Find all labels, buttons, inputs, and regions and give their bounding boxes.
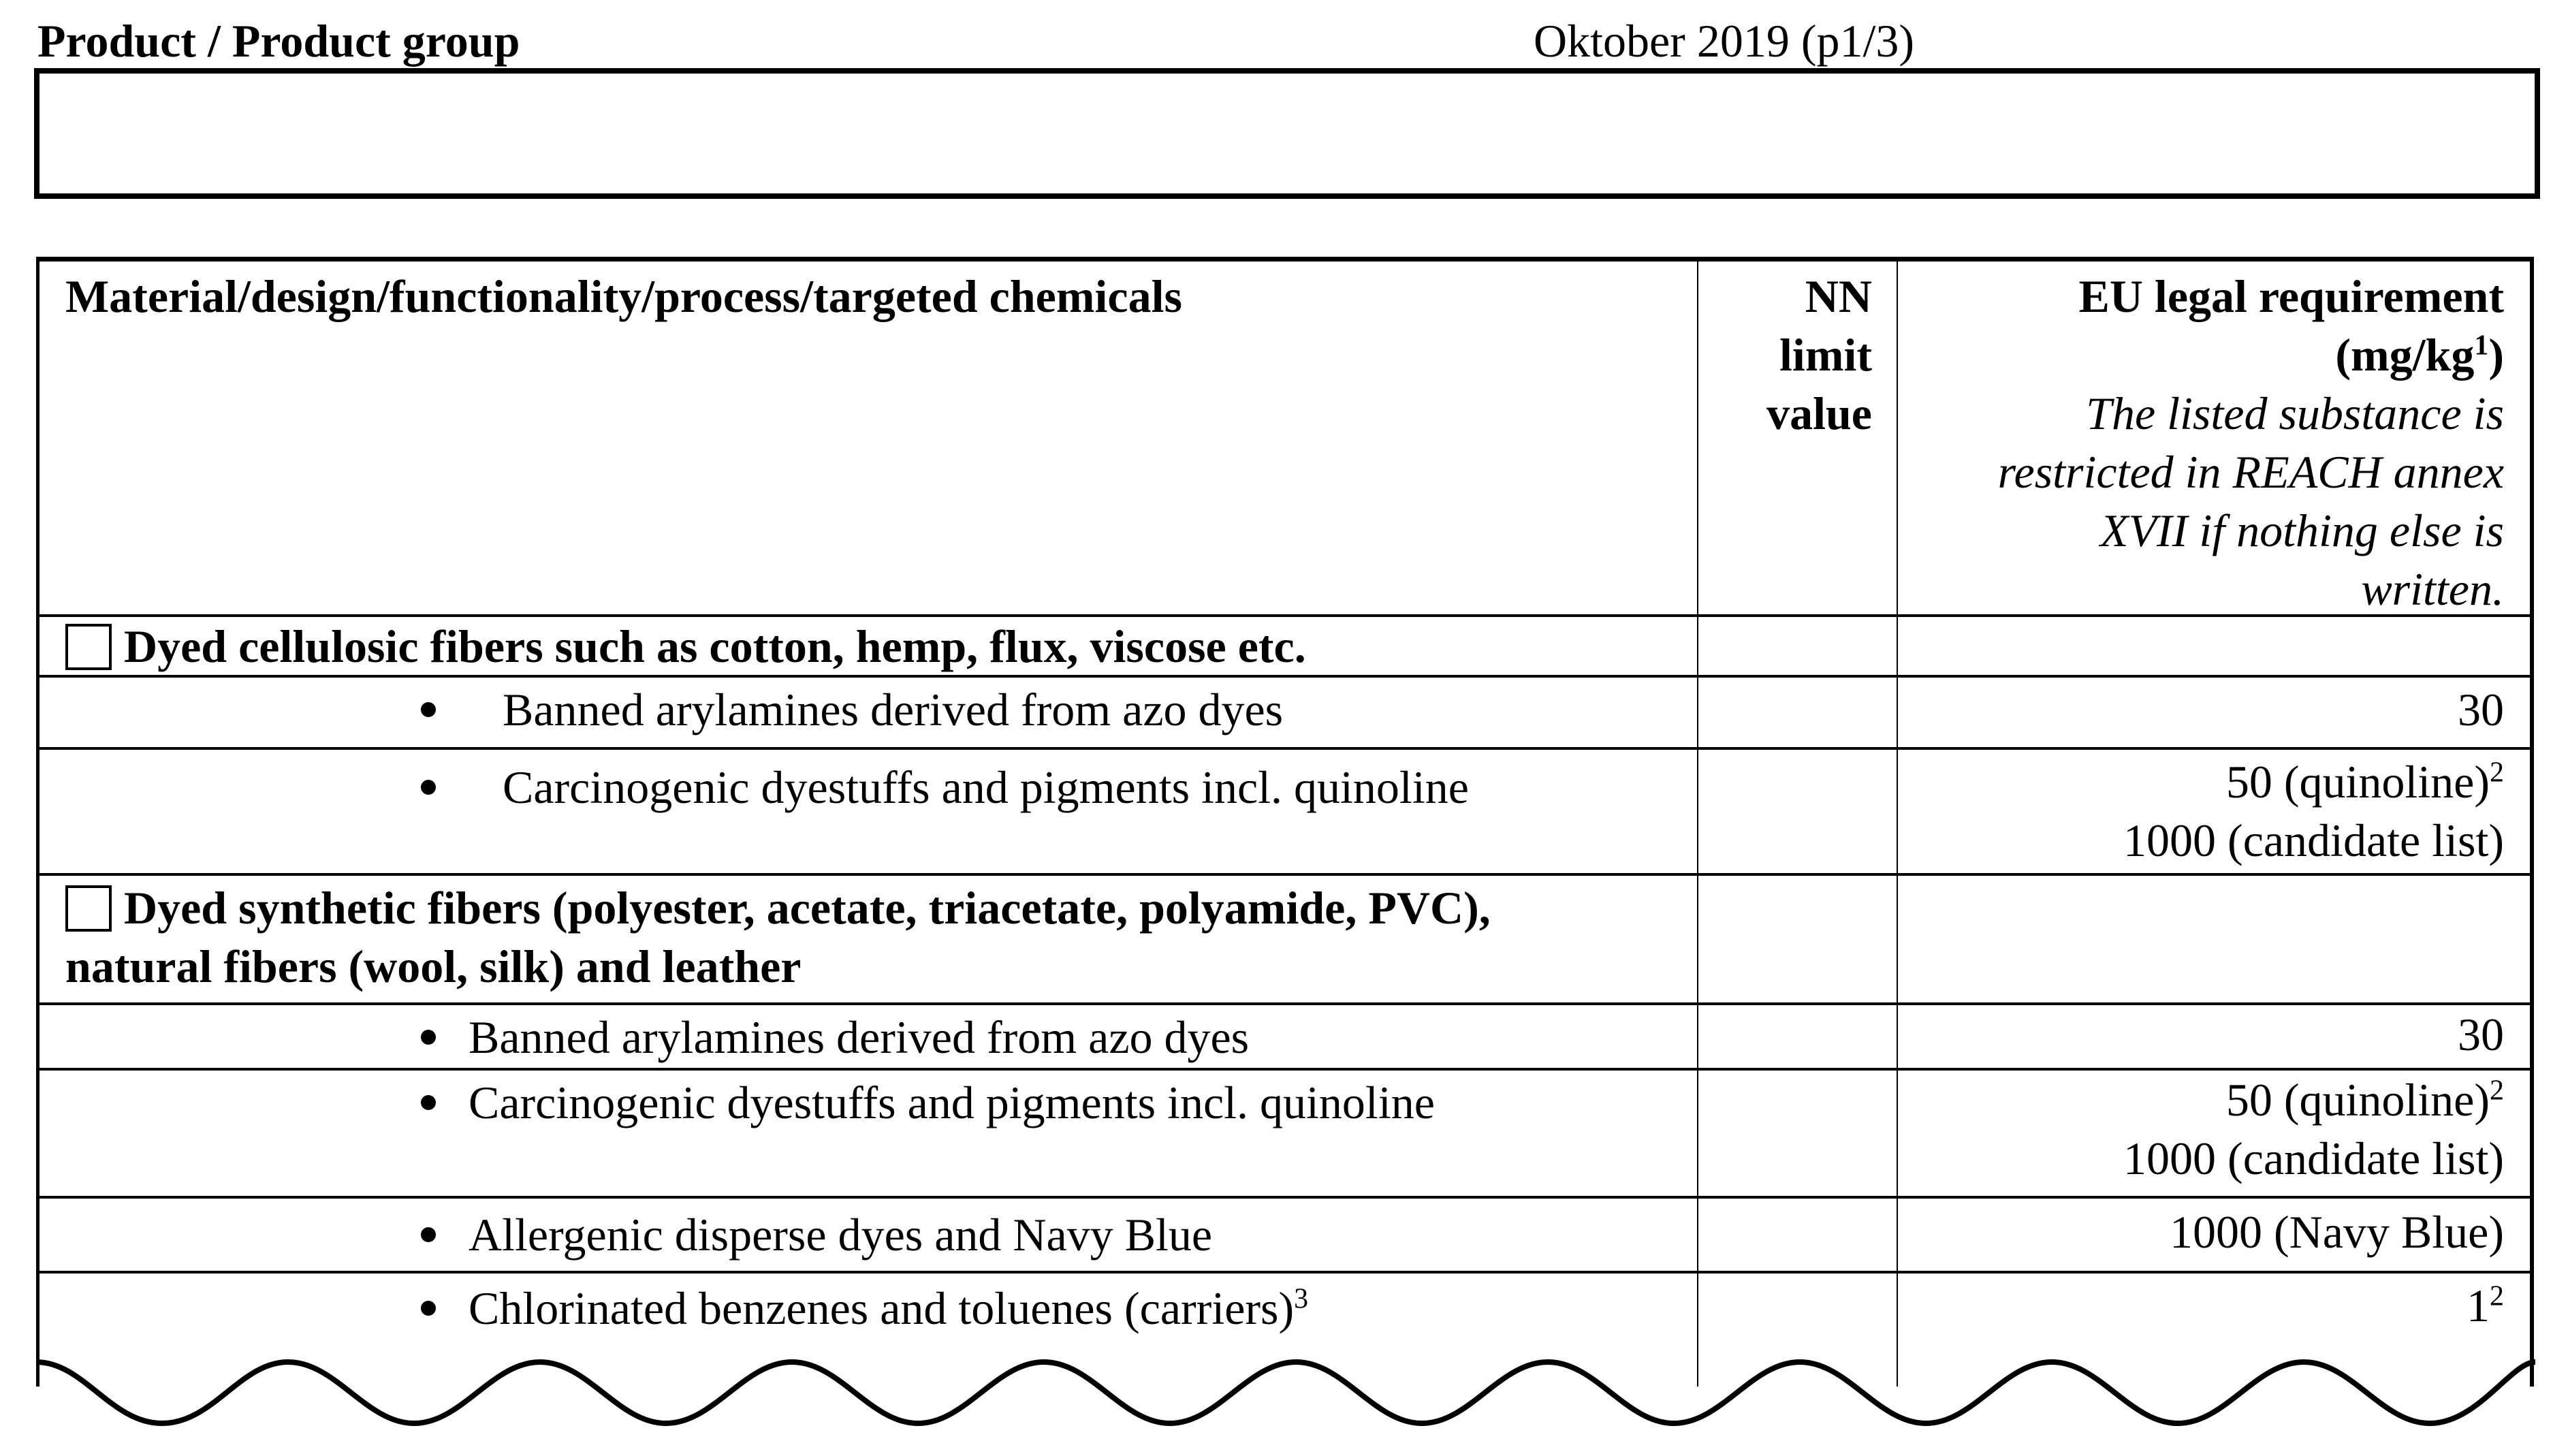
nn-limit-cell[interactable] bbox=[1697, 1005, 1897, 1068]
eu-requirement-header-cell bbox=[1897, 262, 2534, 614]
eu-note-line3: XVII if nothing else is bbox=[2099, 505, 2504, 556]
nn-limit-line1: NN bbox=[1805, 270, 1872, 322]
cellulosic-checkbox[interactable] bbox=[65, 624, 112, 670]
eu-value-cell bbox=[1897, 1071, 2534, 1196]
material-header: Material/design/functionality/process/targeted chemicals bbox=[65, 270, 1182, 322]
eu-value: 50 (quinoline)$^2$ 1000 (candidate list) bbox=[2123, 756, 2504, 866]
eu-value-cell bbox=[1897, 1005, 2534, 1068]
table-row bbox=[36, 1196, 2534, 1271]
synthetic-label-line2: natural fibers (wool, silk) and leather bbox=[65, 940, 802, 992]
table-row bbox=[36, 675, 2534, 747]
bullet-icon bbox=[421, 702, 436, 717]
nn-limit-cell[interactable] bbox=[1697, 1199, 1897, 1271]
item-text: Carcinogenic dyestuffs and pigments incl. quinoline bbox=[503, 761, 1469, 813]
product-group-label: Product / Product group bbox=[37, 15, 520, 67]
eu-header-line1: EU legal requirement bbox=[2078, 270, 2504, 322]
nn-limit-line3: value bbox=[1766, 387, 1872, 439]
group-row-cellulosic bbox=[36, 614, 2534, 675]
item bbox=[39, 1071, 1697, 1132]
item-cell bbox=[36, 1005, 1697, 1068]
item-text: Allergenic disperse dyes and Navy Blue bbox=[469, 1209, 1213, 1261]
group-label-cell bbox=[36, 617, 1697, 675]
item-text: Banned arylamines derived from azo dyes bbox=[503, 684, 1284, 735]
eu-cell bbox=[1897, 617, 2534, 675]
item-cell bbox=[36, 750, 1697, 873]
table-row bbox=[36, 1068, 2534, 1196]
item-text: Chlorinated benzenes and toluenes (carriers)$^3$ bbox=[469, 1282, 1309, 1334]
eu-value-cell bbox=[1897, 1199, 2534, 1271]
group-label bbox=[39, 876, 1697, 996]
bullet-icon bbox=[421, 1301, 436, 1316]
torn-edge-wave bbox=[33, 1355, 2539, 1437]
group-row-synthetic bbox=[36, 873, 2534, 1002]
table-row bbox=[36, 1002, 2534, 1068]
bullet-icon bbox=[421, 1095, 436, 1110]
eu-note-line4: written. bbox=[2361, 563, 2504, 615]
eu-value: 30 bbox=[2458, 1009, 2504, 1060]
eu-value: $1^2$ bbox=[2467, 1280, 2504, 1331]
eu-value-cell bbox=[1897, 750, 2534, 873]
item bbox=[39, 750, 1697, 817]
nn-cell bbox=[1697, 876, 1897, 1002]
nn-limit-cell[interactable] bbox=[1697, 678, 1897, 747]
eu-value: 30 bbox=[2458, 684, 2504, 735]
eu-requirement-header bbox=[1898, 262, 2530, 618]
group-label-cell bbox=[36, 876, 1697, 1002]
bullet-icon bbox=[421, 1227, 436, 1242]
item-text: Banned arylamines derived from azo dyes bbox=[469, 1011, 1250, 1063]
eu-cell bbox=[1897, 876, 2534, 1002]
nn-limit-cell[interactable] bbox=[1697, 750, 1897, 873]
bullet-icon bbox=[421, 1030, 436, 1045]
item-cell bbox=[36, 1071, 1697, 1196]
item-cell bbox=[36, 1199, 1697, 1271]
material-header-cell bbox=[36, 262, 1697, 614]
nn-cell bbox=[1697, 617, 1897, 675]
product-group-input[interactable] bbox=[34, 68, 2540, 199]
item bbox=[39, 1199, 1697, 1264]
nn-limit-line2: limit bbox=[1779, 329, 1872, 381]
item bbox=[39, 1005, 1697, 1066]
nn-limit-header-cell bbox=[1697, 262, 1897, 614]
item-cell bbox=[36, 678, 1697, 747]
nn-limit-header bbox=[1698, 262, 1897, 443]
nn-limit-cell[interactable] bbox=[1697, 1071, 1897, 1196]
bullet-icon bbox=[421, 780, 436, 795]
item bbox=[39, 678, 1697, 739]
group-label bbox=[39, 617, 1697, 676]
eu-value: 1000 (Navy Blue) bbox=[2169, 1206, 2504, 1258]
eu-header-unit: $(mg/kg^1)$ bbox=[2335, 329, 2504, 381]
eu-note-line1: The listed substance is bbox=[2086, 387, 2504, 439]
eu-note-line2: restricted in REACH annex bbox=[1997, 446, 2504, 498]
table-row bbox=[36, 747, 2534, 873]
eu-value-cell bbox=[1897, 678, 2534, 747]
cellulosic-label: Dyed cellulosic fibers such as cotton, hemp, flux, viscose etc. bbox=[124, 620, 1306, 672]
synthetic-label-line1: Dyed synthetic fibers (polyester, acetate, triacetate, polyamide, PVC), bbox=[124, 882, 1491, 934]
synthetic-checkbox[interactable] bbox=[65, 885, 112, 932]
date-page-label: Oktober 2019 (p1/3) bbox=[1534, 15, 1915, 67]
table-header-row bbox=[36, 257, 2534, 614]
item bbox=[39, 1273, 1697, 1338]
eu-value: 50 (quinoline)$^2$ 1000 (candidate list) bbox=[2123, 1074, 2504, 1184]
item-text: Carcinogenic dyestuffs and pigments incl. quinoline bbox=[469, 1077, 1435, 1128]
